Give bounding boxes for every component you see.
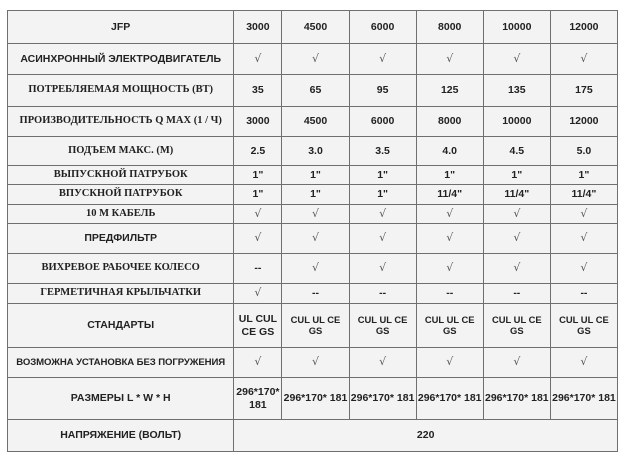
table-row: [8, 185, 618, 205]
value-cell: 65: [282, 75, 349, 107]
value-cell: CUL UL CE GS: [349, 304, 416, 348]
value-cell: √: [483, 254, 550, 284]
value-cell: 1": [349, 166, 416, 185]
value-cell: 95: [349, 75, 416, 107]
value-cell: 1": [349, 185, 416, 205]
row-label: ПРОИЗВОДИТЕЛЬНОСТЬ Q MAX (1 / Ч): [8, 107, 234, 137]
value-cell: --: [349, 284, 416, 304]
value-cell: √: [349, 224, 416, 254]
table-row: [8, 348, 618, 378]
value-cell: 1": [282, 185, 349, 205]
value-cell: CUL UL CE GS: [483, 304, 550, 348]
row-label: ВПУСКНОЙ ПАТРУБОК: [8, 185, 234, 205]
row-label: ВЫПУСКНОЙ ПАТРУБОК: [8, 166, 234, 185]
value-cell: √: [349, 44, 416, 75]
value-cell: 1": [483, 166, 550, 185]
value-cell: 11/4": [550, 185, 617, 205]
value-cell: √: [282, 348, 349, 378]
value-cell: √: [550, 254, 617, 284]
table-row: [8, 137, 618, 166]
value-cell: √: [234, 44, 282, 75]
value-cell: 1": [282, 166, 349, 185]
value-cell: --: [550, 284, 617, 304]
value-cell: 11/4": [416, 185, 483, 205]
value-cell: √: [234, 348, 282, 378]
value-cell: √: [349, 348, 416, 378]
value-cell: √: [416, 254, 483, 284]
value-cell: 1": [234, 185, 282, 205]
value-cell: √: [282, 44, 349, 75]
value-cell: 296*170* 181: [483, 378, 550, 420]
model-cell: 12000: [550, 11, 617, 44]
value-cell: √: [282, 205, 349, 224]
value-cell: √: [349, 254, 416, 284]
value-cell: √: [416, 205, 483, 224]
header-row: [8, 11, 618, 44]
table-row: [8, 107, 618, 137]
value-cell: √: [550, 224, 617, 254]
value-cell: √: [416, 224, 483, 254]
value-cell: --: [234, 254, 282, 284]
row-label: НАПРЯЖЕНИЕ (ВОЛЬТ): [8, 420, 234, 452]
value-cell: √: [282, 254, 349, 284]
value-cell: √: [483, 44, 550, 75]
row-label: 10 М КАБЕЛЬ: [8, 205, 234, 224]
table-row: [8, 378, 618, 420]
table-row: [8, 304, 618, 348]
value-cell: 4.5: [483, 137, 550, 166]
row-label: ВОЗМОЖНА УСТАНОВКА БЕЗ ПОГРУЖЕНИЯ: [8, 348, 234, 378]
value-cell: √: [349, 205, 416, 224]
table-row: [8, 205, 618, 224]
value-cell: 296*170* 181: [349, 378, 416, 420]
value-cell: --: [282, 284, 349, 304]
table-row: [8, 44, 618, 75]
value-cell: 2.5: [234, 137, 282, 166]
table-row: [8, 75, 618, 107]
value-cell: --: [483, 284, 550, 304]
value-cell: CUL UL CE GS: [282, 304, 349, 348]
value-cell: --: [416, 284, 483, 304]
value-cell: √: [416, 44, 483, 75]
value-cell: √: [483, 224, 550, 254]
row-label: ПРЕДФИЛЬТР: [8, 224, 234, 254]
value-cell: 3000: [234, 107, 282, 137]
value-cell: √: [483, 205, 550, 224]
value-cell: √: [282, 224, 349, 254]
value-cell: 35: [234, 75, 282, 107]
value-cell: CUL UL CE GS: [550, 304, 617, 348]
model-cell: 10000: [483, 11, 550, 44]
model-cell: 3000: [234, 11, 282, 44]
value-cell: 3.0: [282, 137, 349, 166]
table-row: [8, 254, 618, 284]
table-row: [8, 420, 618, 452]
value-cell: 125: [416, 75, 483, 107]
model-cell: 6000: [349, 11, 416, 44]
spec-table: [7, 10, 618, 452]
value-cell: √: [483, 348, 550, 378]
value-cell: 4.0: [416, 137, 483, 166]
value-cell: √: [234, 284, 282, 304]
value-cell: 296*170* 181: [234, 378, 282, 420]
value-cell: 6000: [349, 107, 416, 137]
value-cell: 135: [483, 75, 550, 107]
value-cell: √: [416, 348, 483, 378]
value-cell: 175: [550, 75, 617, 107]
model-cell: 8000: [416, 11, 483, 44]
row-label: АСИНХРОННЫЙ ЭЛЕКТРОДВИГАТЕЛЬ: [8, 44, 234, 75]
row-label: ПОДЪЕМ МАКС. (М): [8, 137, 234, 166]
value-cell: √: [234, 224, 282, 254]
value-cell: 296*170* 181: [282, 378, 349, 420]
value-cell: √: [234, 205, 282, 224]
row-label: СТАНДАРТЫ: [8, 304, 234, 348]
table-row: [8, 166, 618, 185]
value-cell: 3.5: [349, 137, 416, 166]
value-cell: √: [550, 205, 617, 224]
value-cell: UL CUL CE GS: [234, 304, 282, 348]
table-row: [8, 224, 618, 254]
value-cell: √: [550, 348, 617, 378]
value-cell: 4500: [282, 107, 349, 137]
value-cell: 11/4": [483, 185, 550, 205]
value-cell: 296*170* 181: [550, 378, 617, 420]
value-cell: 10000: [483, 107, 550, 137]
value-cell: 1": [416, 166, 483, 185]
value-cell: 8000: [416, 107, 483, 137]
header-label: JFP: [8, 11, 234, 44]
value-cell: 1": [234, 166, 282, 185]
row-label: ВИХРЕВОЕ РАБОЧЕЕ КОЛЕСО: [8, 254, 234, 284]
value-cell: CUL UL CE GS: [416, 304, 483, 348]
value-cell: 5.0: [550, 137, 617, 166]
row-label: ПОТРЕБЛЯЕМАЯ МОЩНОСТЬ (ВТ): [8, 75, 234, 107]
value-cell: 296*170* 181: [416, 378, 483, 420]
value-cell: 1": [550, 166, 617, 185]
voltage-value: 220: [234, 420, 618, 452]
value-cell: √: [550, 44, 617, 75]
row-label: РАЗМЕРЫ L * W * H: [8, 378, 234, 420]
model-cell: 4500: [282, 11, 349, 44]
row-label: ГЕРМЕТИЧНАЯ КРЫЛЬЧАТКИ: [8, 284, 234, 304]
value-cell: 12000: [550, 107, 617, 137]
table-row: [8, 284, 618, 304]
